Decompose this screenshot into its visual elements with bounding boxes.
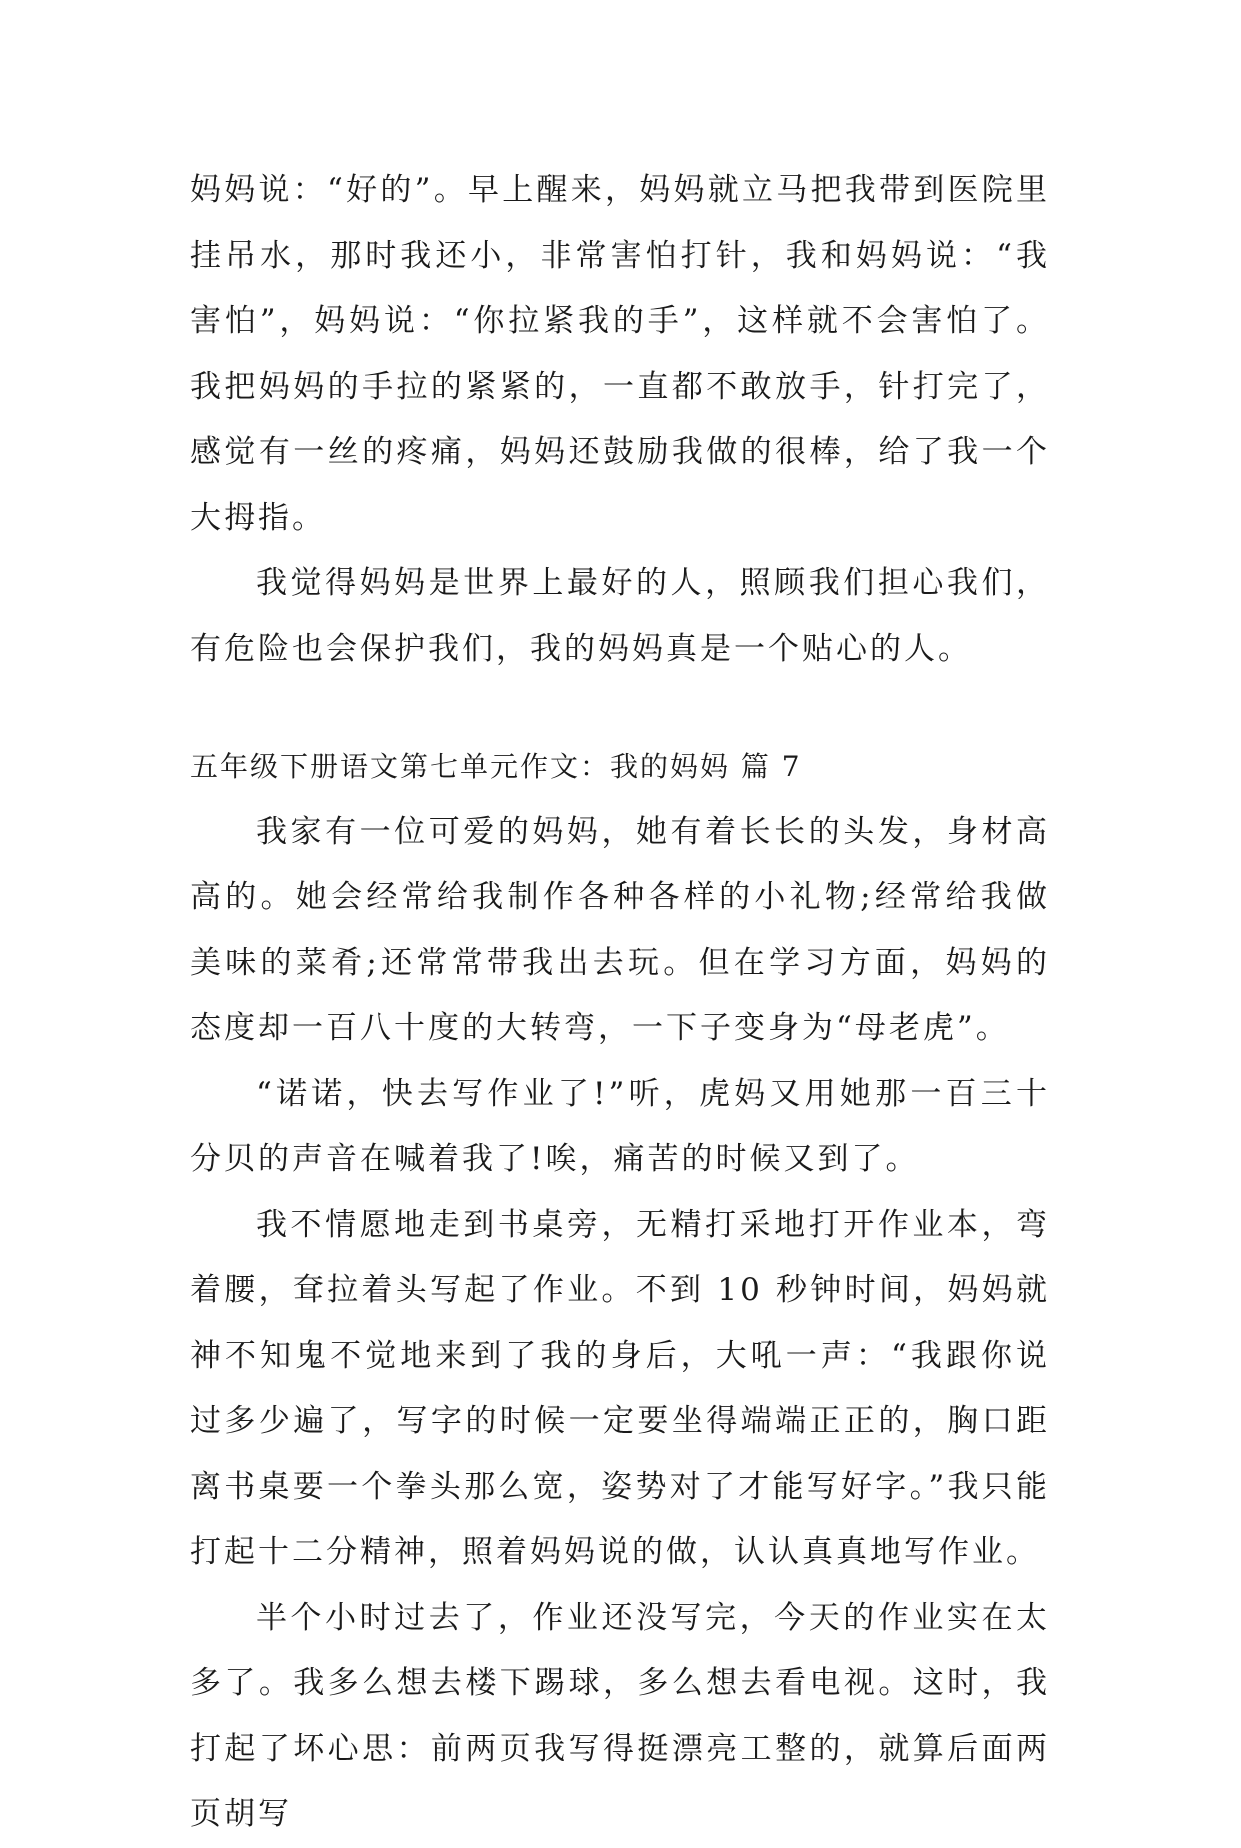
paragraph: 妈妈说：“好的”。早上醒来，妈妈就立马把我带到医院里挂吊水，那时我还小，非常害怕打针，我和妈妈说：“我害怕”，妈妈说：“你拉紧我的手”，这样就不会害怕了。我把妈妈的手拉的紧紧的，一直都不敢放手，针打完了，感觉有一丝的疼痛，妈妈还鼓励我做的很棒，给了我一个大拇指。 [190,172,1050,536]
section-title: 五年级下册语文第七单元作文：我的妈妈 篇 7 [190,750,802,783]
document-body [190,158,1050,1848]
paragraph: 我家有一位可爱的妈妈，她有着长长的头发，身材高高的。她会经常给我制作各种各样的小礼物;经常给我做美味的菜肴;还常常带我出去玩。但在学习方面，妈妈的态度却一百八十度的大转弯，一下子变身为“母老虎”。 [190,813,1050,1046]
paragraph: “诺诺，快去写作业了!”听，虎妈又用她那一百三十分贝的声音在喊着我了!唉，痛苦的时候又到了。 [190,1075,1050,1177]
paragraph: 我不情愿地走到书桌旁，无精打采地打开作业本，弯着腰，耷拉着头写起了作业。不到 10 秒钟时间，妈妈就神不知鬼不觉地来到了我的身后，大吼一声：“我跟你说过多少遍了，写字的时候一定要坐得端端正正的，胸口距离书桌要一个拳头那么宽，姿势对了才能写好字。”我只能打起十二分精神，照着妈妈说的做，认认真真地写作业。 [190,1206,1050,1570]
paragraph: 半个小时过去了，作业还没写完，今天的作业实在太多了。我多么想去楼下踢球，多么想去看电视。这时，我打起了坏心思：前两页我写得挺漂亮工整的，就算后面两页胡写 [190,1599,1050,1832]
paragraph: 我觉得妈妈是世界上最好的人，照顾我们担心我们，有危险也会保护我们，我的妈妈真是一个贴心的人。 [190,565,1050,667]
